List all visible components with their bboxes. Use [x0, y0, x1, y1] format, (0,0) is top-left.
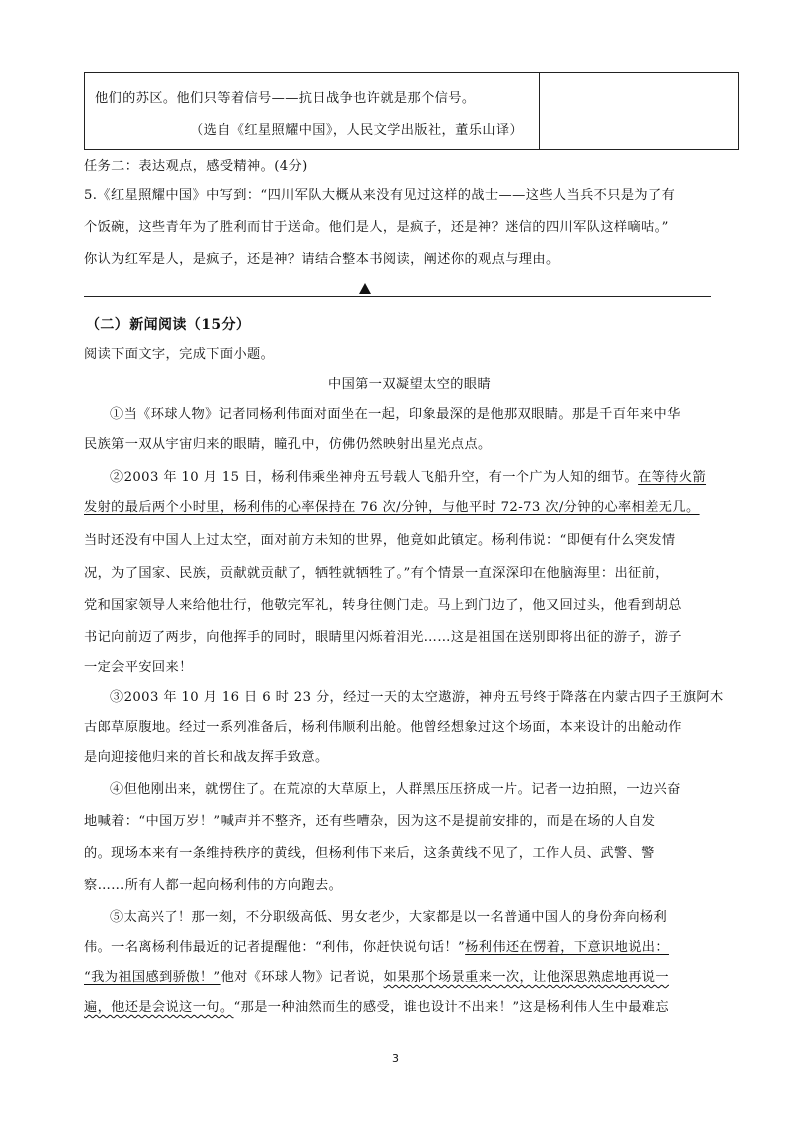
paragraph-4-line-2: 地喊着：“中国万岁！”喊声并不整齐，还有些嘈杂，因为这不是提前安排的，而是在场的人自发	[84, 814, 656, 829]
paragraph-5-line-4-end: “那是一种油然而生的感受，谁也设计不出来！”这是杨利伟人生中最难忘	[233, 1000, 669, 1015]
wavy-underlined-sentence-end: 遍，他还是会说这一句。	[84, 1000, 234, 1015]
paragraph-5-line-1: ⑤太高兴了！那一刻，不分职级高低、男女老少，大家都是以一名普通中国人的身份奔向杨利	[110, 910, 668, 925]
paragraph-2-line-4: 况，为了国家、民族，贡献就贡献了，牺牲就牺牲了。”有个情景一直深深印在他脑海里：出征前，	[84, 566, 669, 581]
question-5-line-2: 个饭碗，这些青年为了胜利而甘于送命。他们是人，是疯子，还是神？迷信的四川军队这样嘀咕。”	[84, 220, 669, 235]
question-5-line-3: 你认为红军是人，是疯子，还是神？请结合整本书阅读，阐述你的观点与理由。	[84, 252, 560, 267]
paragraph-5-line-2	[84, 938, 669, 958]
paragraph-4-line-1: ④但他刚出来，就愣住了。在荒凉的大草原上，人群黑压压挤成一片。记者一边拍照，一边兴奋	[110, 782, 681, 797]
wavy-underlined-sentence: 如果那个场景重来一次，让他深思熟虑地再说一	[383, 970, 669, 985]
page-number: 3	[392, 1052, 399, 1065]
paragraph-3-line-3: 是向迎接他归来的首长和战友挥手致意。	[84, 750, 329, 765]
paragraph-5-line-4	[84, 998, 669, 1018]
question-5-line-1: 5.《红星照耀中国》中写到：“四川军队大概从来没有见过这样的战士——这些人当兵不只是为了有	[84, 188, 676, 203]
table-source: （选自《红星照耀中国》，人民文学出版社，董乐山译）	[190, 123, 524, 138]
underlined-sentence-start: 在等待火箭	[638, 470, 707, 485]
paragraph-5-line-2-start: 伟。一名离杨利伟最近的记者提醒他：“利伟，你赶快说句话！”	[84, 940, 466, 955]
paragraph-5-line-3-mid: 他对《环球人物》记者说，	[220, 970, 384, 985]
table-divider	[539, 73, 540, 149]
answer-triangle-icon	[359, 283, 371, 294]
paragraph-2-line-1-start: ②2003 年 10 月 15 日，杨利伟乘坐神舟五号载人飞船升空，有一个广为人知的细节。	[110, 470, 639, 485]
paragraph-4-line-4: 察……所有人都一起向杨利伟的方向跑去。	[84, 878, 343, 893]
task2-heading: 任务二：表达观点，感受精神。(4分)	[84, 159, 308, 174]
paragraph-1-line-1: ①当《环球人物》记者同杨利伟面对面坐在一起，印象最深的是他那双眼睛。那是千百年来中华	[110, 407, 681, 422]
paragraph-3-line-2: 古郎草原腹地。经过一系列准备后，杨利伟顺利出舱。他曾经想象过这个场面，本来设计的出舱动作	[84, 720, 682, 735]
article-title: 中国第一双凝望太空的眼睛	[328, 377, 492, 392]
paragraph-2-line-1	[110, 468, 706, 488]
paragraph-2-line-7: 一定会平安回来！	[84, 660, 193, 675]
section-divider	[84, 296, 711, 297]
underlined-sentence-a: 杨利伟还在愣着，下意识地说出：	[465, 940, 669, 955]
paragraph-2-line-2-underlined: 发射的最后两个小时里，杨利伟的心率保持在 76 次/分钟，与他平时 72-73 次/分钟的心率相差无几。	[84, 500, 700, 515]
paragraph-2-line-3: 当时还没有中国人上过太空，面对前方未知的世界，他竟如此镇定。杨利伟说：“即便有什么突发情	[84, 533, 676, 548]
table-cell-text: 他们的苏区。他们只等着信号——抗日战争也许就是那个信号。	[95, 91, 476, 106]
paragraph-5-line-3	[84, 968, 669, 988]
paragraph-2-line-5: 党和国家领导人来给他壮行，他敬完军礼，转身往侧门走。马上到门边了，他又回过头，他看到胡总	[84, 598, 682, 613]
section2-instruction: 阅读下面文字，完成下面小题。	[84, 347, 275, 362]
section2-heading: （二）新闻阅读（15分）	[86, 317, 251, 333]
paragraph-1-line-2: 民族第一双从宇宙归来的眼睛，瞳孔中，仿佛仍然映射出星光点点。	[84, 437, 492, 452]
paragraph-2-line-6: 书记向前迈了两步，向他挥手的同时，眼睛里闪烁着泪光……这是祖国在送别即将出征的游子，游子	[84, 630, 682, 645]
paragraph-4-line-3: 的。现场本来有一条维持秩序的黄线，但杨利伟下来后，这条黄线不见了，工作人员、武警、警	[84, 846, 655, 861]
underlined-quote: “我为祖国感到骄傲！”	[84, 970, 221, 985]
paragraph-3-line-1: ③2003 年 10 月 16 日 6 时 23 分，经过一天的太空遨游，神舟五号终于降落在内蒙古四子王旗阿木	[110, 690, 724, 705]
